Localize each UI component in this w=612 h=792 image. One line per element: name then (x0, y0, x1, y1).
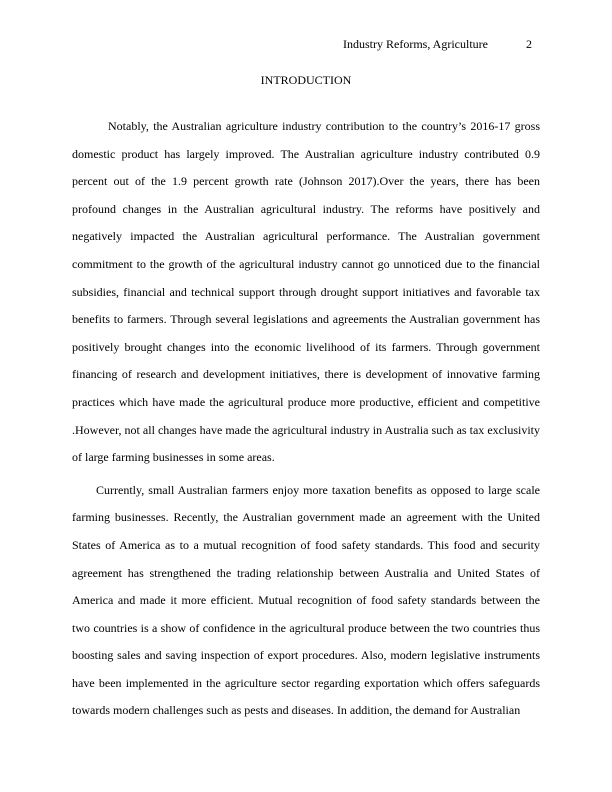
page-number: 2 (526, 37, 532, 51)
section-heading: INTRODUCTION (260, 73, 352, 87)
running-header (72, 36, 532, 52)
document-body (72, 113, 540, 730)
running-title: Industry Reforms, Agriculture (343, 37, 488, 51)
paragraph-1: Notably, the Australian agriculture industry contribution to the country’s 2016-17 gross domestic product has largely improved. The Australian agriculture industry contributed 0.9 percent out of the 1.9 percent growth rate (Johnson 2017).Over the years, there has been profound changes in the Australian agricultural industry. The reforms have positively and negatively impacted the Australian agricultural performance. The Australian government commitment to the growth of the agricultural industry cannot go unnoticed due to the financial subsidies, financial and technical support through drought support initiatives and favorable tax benefits to farmers. Through several legislations and agreements the Australian government has positively brought changes into the economic livelihood of its farmers. Through government financing of research and development initiatives, there is development of innovative farming practices which have made the agricultural produce more productive, efficient and competitive .However, not all changes have made the agricultural industry in Australia such as tax exclusivity of large farming businesses in some areas. (72, 119, 540, 465)
paragraph-2: Currently, small Australian farmers enjoy more taxation benefits as opposed to large scale farming businesses. Recently, the Australian government made an agreement with the United States of America as to a mutual recognition of food safety standards. This food and security agreement has strengthened the trading relationship between Australia and United States of America and made it more efficient. Mutual recognition of food safety standards between the two countries is a show of confidence in the agricultural produce between the two countries thus boosting sales and saving inspection of export procedures. Also, modern legislative instruments have been implemented in the agriculture sector regarding exportation which offers safeguards towards modern challenges such as pests and diseases. In addition, the demand for Australian (72, 482, 540, 718)
